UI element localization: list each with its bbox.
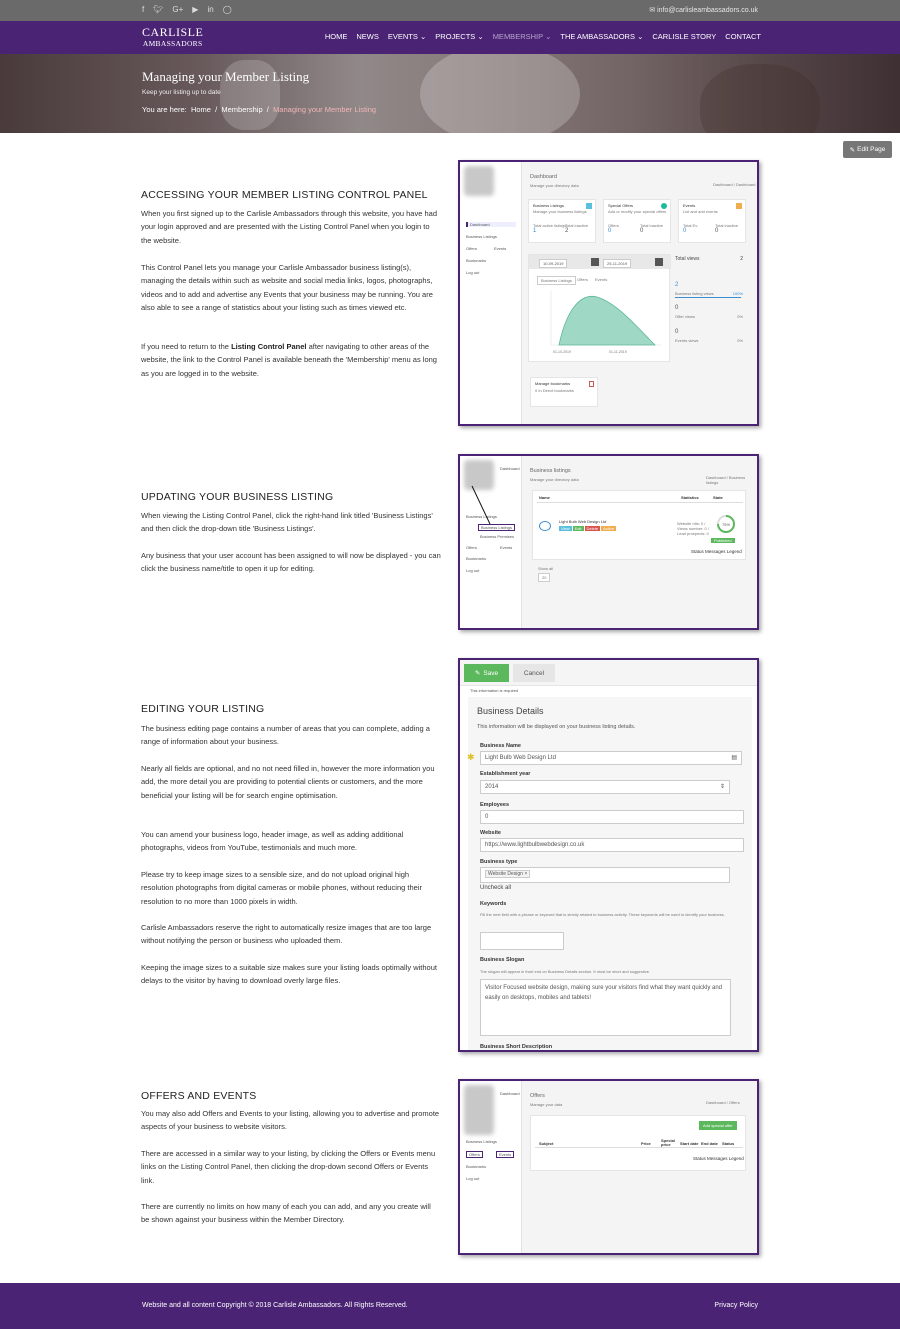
page-header — [0, 54, 900, 133]
footer — [0, 1283, 900, 1329]
section-paragraph: Nearly all fields are optional, and no not need filled in, however the more information you add, the more detail you are providing to potential clients or customers, and the more beneficial your listing will be for search engine optimisation. — [141, 764, 435, 800]
section-paragraph: When viewing the Listing Control Panel, click the right-hand link titled 'Business Listings' and then click the drop-down title 'Business Listings'. — [141, 511, 433, 534]
menu-item-the-ambassadors[interactable]: THE AMBASSADORS ⌄ — [560, 32, 644, 41]
listings-table: Name Statistics State Light Bulb Web Design Ltd View Edit Delete Active Website hits: 0 / Views number: 0 / Lead prospects: 0 75% Published Status Messages Legend — [532, 490, 746, 560]
menu-item-membership[interactable]: MEMBERSHIP ⌄ — [492, 32, 552, 41]
chevron-down-icon: ⌄ — [419, 32, 427, 41]
tab-events[interactable]: Events — [595, 277, 608, 282]
menu-item-contact[interactable]: CONTACT — [725, 32, 761, 41]
breadcrumb-membership[interactable]: Membership — [221, 105, 263, 114]
business-slogan-textarea[interactable]: Visitor Focused website design, making sure your visitors find what they want quickly and easily on desktops, mobiles and tablets! — [480, 979, 731, 1036]
date-to[interactable]: 25-11-2019 — [603, 259, 631, 268]
menu — [325, 32, 761, 41]
breadcrumb-current: Managing your Member Listing — [273, 105, 377, 114]
section-heading: OFFERS AND EVENTS — [141, 1090, 257, 1102]
screenshot-business-listings: Dashboard Business Listings Business Listings Business Premises Offers Events Bookmarks Log out Business listings Manage your directory data Dashboard / Business listings Name Statistics State Light Bulb Web Design Ltd View Edit Delete Active Website hits: 0 / Views number: 0 / Lead prospects: 0 75% Published Status Messages Legend Show all 20 — [458, 454, 759, 630]
edit-page-button[interactable]: ✎ Edit Page — [843, 141, 892, 158]
twitter-icon[interactable]: 🐦︎ — [153, 5, 164, 14]
uncheck-all-link[interactable]: Uncheck all — [480, 885, 512, 891]
section-paragraph: Please try to keep image sizes to a sensible size, and do not upload original high resolution photographs from digital cameras or mobile phones, without reducing their resolution to no more than 1000 pixels in width. — [141, 870, 422, 906]
sidebar-item-dashboard: Dashboard — [466, 222, 516, 227]
menu-item-home[interactable]: HOME — [324, 32, 348, 41]
top-bar — [0, 0, 900, 21]
sidebar: Dashboard Business Listings Offers Events Bookmarks Log out — [460, 1081, 522, 1253]
section-paragraph: Carlisle Ambassadors reserve the right to automatically resize images that are too large without notifying the person or business who uploaded them. — [141, 923, 432, 946]
menu-item-news[interactable]: NEWS — [356, 32, 379, 41]
copyright-text: Website and all content Copyright © 2018 Carlisle Ambassadors. All Rights Reserved. — [142, 1302, 408, 1309]
dash-title: Dashboard — [530, 174, 557, 180]
section-paragraph: Any business that your user account has been assigned to will now be displayed - you can click the business name/title to open it up for editing. — [141, 551, 441, 574]
business-type-select[interactable]: Website Design × — [480, 867, 730, 883]
section-paragraph: There are currently no limits on how many of each you can add, and any you create will be shown against your business within the Member Directory. — [141, 1202, 431, 1225]
svg-text:01-11-2019: 01-11-2019 — [609, 350, 627, 354]
listing-control-panel-link[interactable]: Listing Control Panel — [231, 342, 307, 351]
tab-business-listings[interactable]: Business Listings — [537, 276, 576, 285]
section-paragraph: There are accessed in a similar way to your listing, by clicking the Offers or Events menu links on the Listing Control Panel, then clicking the drop-down second Offers or Events link. — [141, 1149, 436, 1185]
section-paragraph: Keeping the image sizes to a suitable size makes sure your listing loads optimally without delays to the visitor by having to download overly large files. — [141, 963, 437, 986]
youtube-icon[interactable]: ▶ — [192, 5, 199, 14]
menu-item-carlisle-story[interactable]: CARLISLE STORY — [652, 32, 717, 41]
chevron-down-icon: ⌄ — [477, 32, 484, 41]
keywords-input[interactable] — [480, 932, 564, 950]
breadcrumb-home[interactable]: Home — [190, 105, 211, 114]
section-paragraph: If you need to return to the Listing Control Panel after navigating to other areas of the website, the link to the Control Panel is available beneath the 'Membership' menu as long as you are logged in to the website. — [141, 342, 437, 378]
google-plus-icon[interactable]: G+ — [172, 5, 184, 14]
chart-panel — [528, 254, 670, 362]
breadcrumb: You are here: Home / Membership / Managing your Member Listing — [142, 105, 377, 114]
date-from[interactable]: 10-09-2019 — [539, 259, 567, 268]
linkedin-icon[interactable]: in — [207, 5, 214, 14]
chevron-down-icon: ⌄ — [545, 32, 552, 41]
main-navigation — [0, 21, 900, 54]
per-page-select[interactable]: 20 — [538, 573, 550, 582]
sidebar-item-offers-highlight: Offers — [466, 1151, 483, 1158]
sidebar-item-business-listings-highlight: Business Listings — [478, 524, 515, 531]
sidebar: Dashboard Business Listings Business Listings Business Premises Offers Events Bookmarks Log out — [460, 456, 522, 628]
bookmarks-card: Manage bookmarks 0 In Direct bookmarks — [530, 377, 598, 407]
section-paragraph: The business editing page contains a number of areas that you can complete, adding a range of information about your business. — [141, 724, 430, 747]
section-heading: ACCESSING YOUR MEMBER LISTING CONTROL PANEL — [141, 189, 428, 201]
section-title: Business Details — [477, 706, 544, 716]
card-special-offers: Special Offers Add or modify your special offers Offers 0 Total inactive 0 — [603, 199, 671, 243]
listing-name-link[interactable]: Light Bulb Web Design Ltd — [559, 519, 607, 524]
views-chart — [537, 287, 665, 355]
page-title: Managing your Member Listing — [142, 69, 310, 84]
logo-line-1: CARLISLE — [142, 25, 204, 39]
svg-text:01-10-2019: 01-10-2019 — [553, 350, 571, 354]
cancel-button[interactable]: Cancel — [513, 664, 555, 682]
section-paragraph: This Control Panel lets you manage your Carlisle Ambassador business listing(s), managing the details within such as website and social media links, logos, photographs, videos and to add and advertise any Events that your business may be running. You are also able to see a range of statistics about your listing such as times viewed etc. — [141, 263, 433, 313]
tab-offers[interactable]: Offers — [577, 277, 588, 282]
card-business-listings: Business Listings Manage your business listings Total active listings 1 Total inactive 2 — [528, 199, 596, 243]
sidebar-item-events-highlight: Events — [496, 1151, 514, 1158]
screenshot-offers: Dashboard Business Listings Offers Events Bookmarks Log out Offers Manage your data Dashboard / Offers Add special offer Subject Price Special price Start date End date Status Status Messages Legend — [458, 1079, 759, 1255]
chevron-down-icon: ⌄ — [637, 32, 644, 41]
email-link[interactable] — [649, 6, 758, 14]
dash-subtitle: Manage your directory data — [530, 183, 579, 188]
logo-line-2: AMBASSADORS — [142, 39, 203, 48]
sidebar — [460, 162, 522, 424]
section-paragraph: You can amend your business logo, header image, as well as adding additional photographs, videos from YouTube, testimonials and much more. — [141, 830, 404, 853]
sidebar-item-bookmarks: Bookmarks — [466, 258, 487, 263]
business-name-input[interactable]: Light Bulb Web Design Ltd ▤ — [480, 751, 742, 765]
establishment-year-select[interactable]: 2014 ⇕ — [480, 780, 730, 794]
offers-table: Add special offer Subject Price Special price Start date End date Status Status Messages Legend — [530, 1115, 746, 1171]
id-card-icon: ▤ — [731, 755, 737, 761]
add-special-offer-button[interactable]: Add special offer — [699, 1121, 737, 1130]
privacy-policy-link[interactable]: Privacy Policy — [714, 1302, 758, 1309]
sidebar-item-offers: Offers — [466, 246, 477, 251]
views-panel: Total views 2 2 Business listing views 100% 0 Offer views 0% 0 Events views 0% — [673, 254, 745, 349]
website-input[interactable]: https://www.lightbulbwebdesign.co.uk — [480, 838, 744, 852]
section-heading: UPDATING YOUR BUSINESS LISTING — [141, 491, 334, 503]
menu-item-projects[interactable]: PROJECTS ⌄ — [435, 32, 484, 41]
svg-text:75%: 75% — [722, 522, 731, 527]
page-subtitle: Keep your listing up to date — [142, 89, 221, 96]
social-links — [142, 5, 232, 14]
section-paragraph: You may also add Offers and Events to your listing, allowing you to advertise and promote aspects of your business to website visitors. — [141, 1109, 440, 1132]
screenshot-dashboard — [458, 160, 759, 426]
sidebar-item-logout: Log out — [466, 270, 480, 275]
card-events: Events List and add events Total Ev. 0 Total inactive 0 — [678, 199, 746, 243]
required-star-icon: ✱ — [467, 752, 475, 762]
site-logo[interactable] — [142, 26, 203, 48]
save-icon: ✎ — [474, 670, 481, 677]
facebook-icon[interactable]: f — [142, 5, 145, 14]
select-arrows-icon: ⇕ — [719, 784, 725, 790]
email-text: info@carlisleambassadors.co.uk — [657, 7, 758, 14]
menu-item-events[interactable]: EVENTS ⌄ — [387, 32, 427, 41]
edit-icon: ✎ — [849, 146, 856, 154]
sidebar-item-events: Events — [494, 246, 507, 251]
dash-crumb: Dashboard / Dashboard — [713, 182, 756, 187]
envelope-icon: ✉ — [649, 7, 658, 14]
save-button[interactable]: ✎ Save — [464, 664, 509, 682]
screenshot-edit-listing: ✎ Save Cancel This information is required Business Details This information will be displayed on your business listing details. — [458, 658, 759, 1052]
employees-input[interactable]: 0 — [480, 810, 744, 824]
section-heading: EDITING YOUR LISTING — [141, 703, 265, 715]
sidebar-item-business-listings: Business Listings — [466, 234, 497, 239]
instagram-icon[interactable]: ◯ — [222, 5, 232, 14]
section-paragraph: When you first signed up to the Carlisle Ambassadors through this website, you have had your login approved and are presented with the Listing Control Panel when you login to the website. — [141, 209, 437, 245]
